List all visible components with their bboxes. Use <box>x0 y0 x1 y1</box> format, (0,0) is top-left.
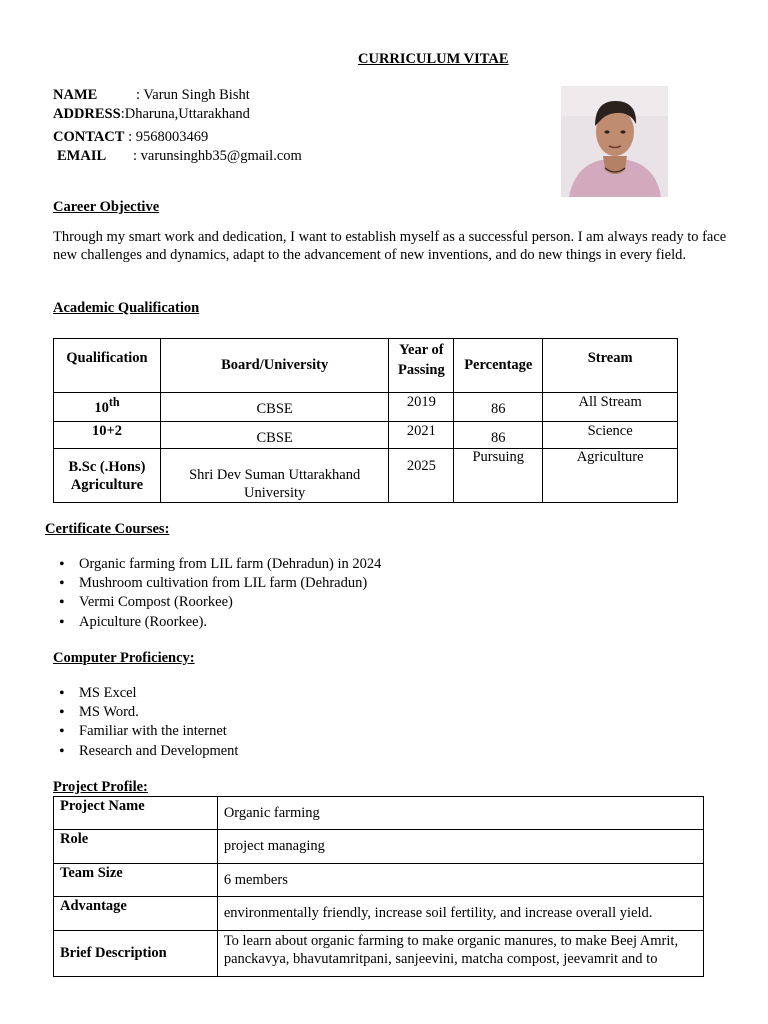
email-label: EMAIL <box>57 148 107 164</box>
stream-cell: All Stream <box>543 393 678 422</box>
stream-cell: Science <box>543 422 678 449</box>
project-label-cell: Team Size <box>54 864 218 897</box>
academic-table <box>53 338 678 503</box>
col-header-qualification: Qualification <box>54 339 161 393</box>
academic-heading: Academic Qualification <box>53 300 200 316</box>
qualification-cell <box>54 393 161 422</box>
career-objective-text: Through my smart work and dedication, I want to establish myself as a successful person. I am always ready to face new challenges and dynamics, adapt to the advancement of new inventions, and do new things in every field. <box>53 229 727 263</box>
list-item: • Research and Development <box>79 742 238 761</box>
qualification-text: 10 <box>94 399 109 416</box>
project-value-cell: project managing <box>217 830 703 864</box>
academic-header-row <box>54 339 678 393</box>
profile-photo-image <box>561 86 668 197</box>
qualification-cell: 10+2 <box>54 422 161 449</box>
contact-row <box>53 129 208 146</box>
table-row <box>54 449 678 503</box>
qualification-line-1: B.Sc (.Hons) <box>68 459 146 475</box>
profile-photo <box>561 86 668 197</box>
percentage-cell: 86 <box>454 422 543 449</box>
description-line-1: To learn about organic farming to make organic manures, to make Beej Amrit, <box>223 933 679 949</box>
board-line-2: University <box>244 485 306 501</box>
table-row <box>54 864 704 897</box>
email-label-wrap <box>57 148 106 165</box>
project-label-cell: Advantage <box>54 897 218 931</box>
certificate-heading: Certificate Courses: <box>45 521 170 537</box>
name-row <box>53 87 97 104</box>
table-row <box>54 393 678 422</box>
table-row <box>54 897 704 931</box>
stream-cell: Agriculture <box>543 449 678 503</box>
board-cell: CBSE <box>160 393 389 422</box>
list-item: • Apiculture (Roorkee). <box>79 613 381 632</box>
project-value-cell: environmentally friendly, increase soil fertility, and increase overall yield. <box>217 897 703 931</box>
project-table <box>53 796 704 977</box>
board-cell <box>160 449 389 503</box>
email-value: : varunsinghb35@gmail.com <box>133 148 302 164</box>
list-item: • Familiar with the internet <box>79 722 238 741</box>
board-cell: CBSE <box>160 422 389 449</box>
address-row <box>53 106 250 123</box>
board-line-1: Shri Dev Suman Uttarakhand <box>189 467 361 483</box>
col-header-board: Board/University <box>160 339 389 393</box>
name-label: NAME <box>53 87 98 103</box>
address-value: :Dharuna,Uttarakhand <box>120 106 250 122</box>
name-value: : Varun Singh Bisht <box>136 87 250 103</box>
career-objective-heading: Career Objective <box>53 199 160 215</box>
certificate-list <box>53 555 381 632</box>
contact-value: : 9568003469 <box>128 129 209 145</box>
description-line-2: panckavya, bhavutamritpani, sanjeevini, matcha compost, jeevamrit and to <box>223 951 658 967</box>
list-item: • Organic farming from LIL farm (Dehradun) in 2024 <box>79 555 381 574</box>
project-value-cell <box>217 931 703 977</box>
list-item: • MS Word. <box>79 703 238 722</box>
table-row <box>54 797 704 830</box>
list-item: • Mushroom cultivation from LIL farm (Dehradun) <box>79 574 381 593</box>
contact-label: CONTACT <box>53 129 125 145</box>
year-cell: 2025 <box>389 449 454 503</box>
year-cell: 2021 <box>389 422 454 449</box>
project-value-cell: 6 members <box>217 864 703 897</box>
col-header-stream: Stream <box>543 339 678 393</box>
project-label-cell: Brief Description <box>54 931 218 977</box>
project-label-cell: Role <box>54 830 218 864</box>
col-header-percentage: Percentage <box>454 339 543 393</box>
project-value-cell: Organic farming <box>217 797 703 830</box>
table-row <box>54 422 678 449</box>
col-header-year: Year of Passing <box>389 339 454 393</box>
computer-list <box>53 684 238 761</box>
address-label: ADDRESS <box>53 106 121 122</box>
qualification-line-2: Agriculture <box>70 477 144 493</box>
project-heading: Project Profile: <box>53 779 148 795</box>
percentage-cell: Pursuing <box>454 449 543 503</box>
list-item: • MS Excel <box>79 684 238 703</box>
project-label-cell: Project Name <box>54 797 218 830</box>
table-row <box>54 931 704 977</box>
document-title: CURRICULUM VITAE <box>358 51 509 67</box>
year-cell: 2019 <box>389 393 454 422</box>
computer-heading: Computer Proficiency: <box>53 650 195 666</box>
percentage-cell: 86 <box>454 393 543 422</box>
table-row <box>54 830 704 864</box>
list-item: • Vermi Compost (Roorkee) <box>79 593 381 612</box>
qualification-sup: th <box>108 395 120 409</box>
qualification-cell <box>54 449 161 503</box>
